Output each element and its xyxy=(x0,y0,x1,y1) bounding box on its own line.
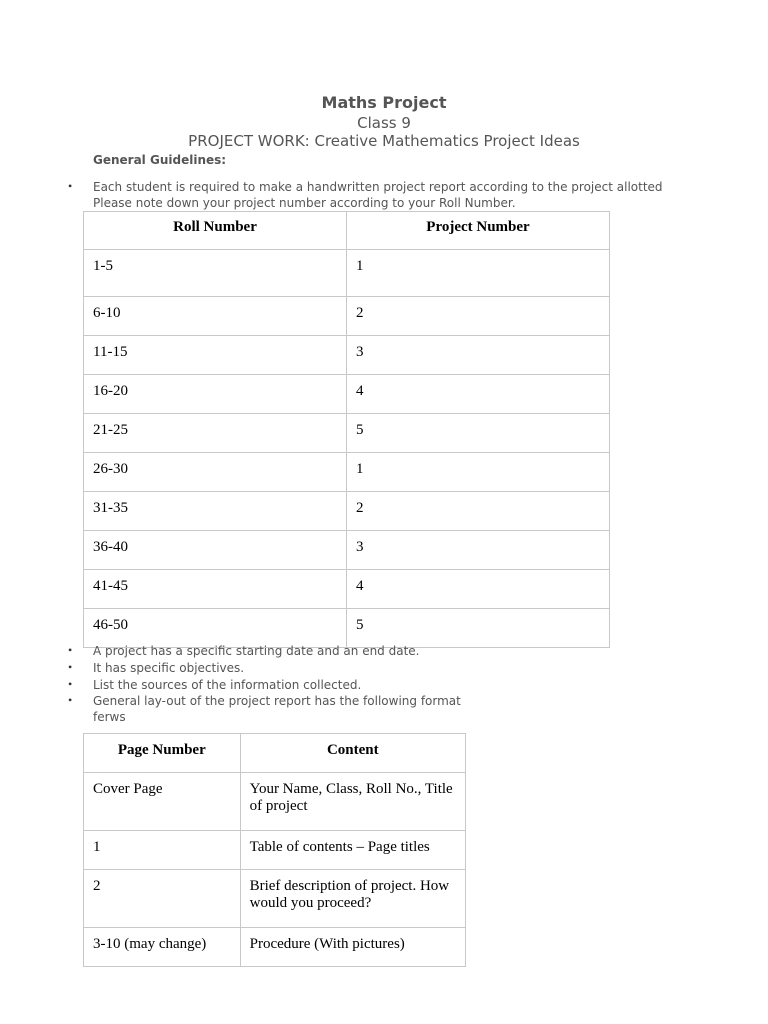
table-row xyxy=(84,928,466,967)
column-header-page-number: Page Number xyxy=(84,734,241,773)
roll-range-cell: 26-30 xyxy=(84,453,347,492)
table-row xyxy=(84,492,610,531)
project-number-cell: 1 xyxy=(347,250,610,297)
project-number-cell: 3 xyxy=(347,531,610,570)
roll-range-cell: 31-35 xyxy=(84,492,347,531)
point-text-4: General lay-out of the project report has the following format xyxy=(93,694,461,708)
roll-range-cell: 41-45 xyxy=(84,570,347,609)
content-cell: Brief description of project. How would you proceed? xyxy=(240,870,465,928)
roll-range-cell: 21-25 xyxy=(84,414,347,453)
report-format-table xyxy=(83,733,466,967)
project-number-cell: 1 xyxy=(347,453,610,492)
content-cell: Table of contents – Page titles xyxy=(240,831,465,870)
table-row xyxy=(84,773,466,831)
bullet-icon: • xyxy=(68,660,73,674)
point-text-3: List the sources of the information collected. xyxy=(93,678,362,692)
roll-range-cell: 11-15 xyxy=(84,336,347,375)
class-label: Class 9 xyxy=(357,114,411,132)
table-row xyxy=(84,250,610,297)
table-row xyxy=(84,336,610,375)
content-cell: Procedure (With pictures) xyxy=(240,928,465,967)
guideline-text-2: Please note down your project number according to your Roll Number. xyxy=(93,196,516,210)
roll-range-cell: 36-40 xyxy=(84,531,347,570)
project-number-cell: 4 xyxy=(347,375,610,414)
table-row xyxy=(84,297,610,336)
table-row xyxy=(84,831,466,870)
project-number-cell: 2 xyxy=(347,492,610,531)
roll-range-cell: 16-20 xyxy=(84,375,347,414)
page-number-cell: 3-10 (may change) xyxy=(84,928,241,967)
column-header-project-number: Project Number xyxy=(347,212,610,250)
point-text-4-continuation: ferws xyxy=(93,710,126,724)
bullet-icon: • xyxy=(68,179,73,193)
table-row xyxy=(84,375,610,414)
table-row xyxy=(84,531,610,570)
column-header-roll-number: Roll Number xyxy=(84,212,347,250)
page-number-cell: 1 xyxy=(84,831,241,870)
table-row xyxy=(84,870,466,928)
guidelines-heading: General Guidelines: xyxy=(93,153,227,167)
project-number-cell: 4 xyxy=(347,570,610,609)
table-row xyxy=(84,453,610,492)
point-text-2: It has specific objectives. xyxy=(93,661,245,675)
document-subtitle: PROJECT WORK: Creative Mathematics Project Ideas xyxy=(188,132,580,150)
document-title: Maths Project xyxy=(321,93,447,112)
guideline-text-1: Each student is required to make a handwritten project report according to the project allotted xyxy=(93,180,663,194)
project-number-cell: 2 xyxy=(347,297,610,336)
page-number-cell: Cover Page xyxy=(84,773,241,831)
point-text-1: A project has a specific starting date and an end date. xyxy=(93,644,420,658)
project-number-cell: 3 xyxy=(347,336,610,375)
roll-number-table xyxy=(83,211,610,648)
project-number-cell: 5 xyxy=(347,609,610,648)
table-row xyxy=(84,414,610,453)
roll-range-cell: 6-10 xyxy=(84,297,347,336)
page-number-cell: 2 xyxy=(84,870,241,928)
column-header-content: Content xyxy=(240,734,465,773)
table-row xyxy=(84,570,610,609)
bullet-icon: • xyxy=(68,693,73,707)
project-number-cell: 5 xyxy=(347,414,610,453)
bullet-icon: • xyxy=(68,677,73,691)
table-row xyxy=(84,609,610,648)
roll-range-cell: 1-5 xyxy=(84,250,347,297)
bullet-icon: • xyxy=(68,643,73,657)
roll-range-cell: 46-50 xyxy=(84,609,347,648)
content-cell: Your Name, Class, Roll No., Title of project xyxy=(240,773,465,831)
